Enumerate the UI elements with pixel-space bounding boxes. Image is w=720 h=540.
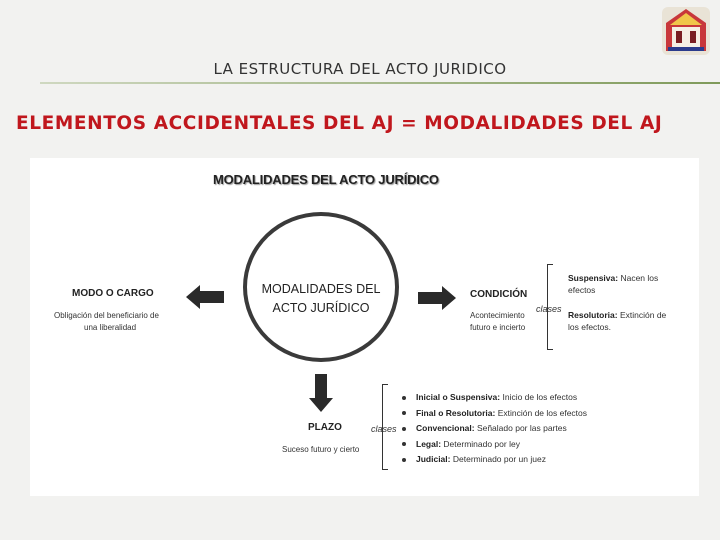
plazo-description: Suceso futuro y cierto — [282, 445, 360, 454]
condicion-type-resolutoria — [568, 309, 666, 333]
bullet-icon — [402, 396, 406, 400]
modo-desc-line2: una liberalidad — [84, 323, 137, 332]
plazo-type-text: Determinado por un juez — [452, 454, 546, 464]
center-label-line2: ACTO JURÍDICO — [272, 301, 370, 315]
condicion-label: CONDICIÓN — [470, 289, 528, 300]
bullet-icon — [402, 411, 406, 415]
center-circle-label — [256, 280, 386, 318]
suspensiva-text-2: efectos — [568, 285, 596, 295]
slide-subtitle: ELEMENTOS ACCIDENTALES DEL AJ = MODALIDADES DEL AJ — [16, 113, 663, 134]
resolutoria-text-1: Extinción de — [619, 310, 667, 320]
plazo-type-text: Inicio de los efectos — [502, 392, 578, 402]
condicion-clases-label: clases — [536, 304, 562, 314]
plazo-types-list — [402, 392, 587, 470]
modo-description — [54, 310, 159, 334]
plazo-type-text: Extinción de los efectos — [497, 407, 588, 418]
condicion-type-suspensiva — [568, 272, 658, 296]
arrow-left-icon — [186, 284, 224, 310]
bullet-icon — [402, 427, 406, 431]
suspensiva-text-1: Nacen los — [620, 273, 659, 283]
modo-label: MODO O CARGO — [72, 288, 154, 299]
plazo-type-term: Inicial o Suspensiva: — [416, 392, 501, 402]
condicion-desc-line2: futuro e incierto — [470, 323, 526, 332]
plazo-clases-label: clases — [371, 424, 397, 434]
plazo-type-term: Final o Resolutoria: — [416, 407, 496, 418]
plazo-label: PLAZO — [308, 422, 342, 433]
plazo-type-item — [402, 408, 587, 424]
diagram-title: MODALIDADES DEL ACTO JURÍDICO — [213, 172, 439, 187]
title-divider — [40, 82, 720, 84]
plazo-type-text: Determinado por ley — [443, 438, 520, 449]
resolutoria-text-2: los efectos. — [568, 322, 611, 332]
suspensiva-term: Suspensiva: — [568, 273, 619, 283]
condicion-description — [470, 310, 525, 334]
arrow-right-icon — [418, 285, 456, 311]
plazo-type-term: Legal: — [416, 438, 442, 449]
plazo-type-term: Convencional: — [416, 423, 475, 433]
condicion-desc-line1: Acontecimiento — [470, 311, 525, 320]
plazo-type-term: Judicial: — [416, 454, 451, 464]
bullet-icon — [402, 442, 406, 446]
plazo-bracket — [382, 384, 388, 470]
slide-title: LA ESTRUCTURA DEL ACTO JURIDICO — [213, 60, 507, 78]
arrow-down-icon — [308, 374, 334, 412]
plazo-type-text: Señalado por las partes — [476, 423, 567, 433]
center-label-line1: MODALIDADES DEL — [261, 282, 381, 296]
condicion-bracket — [547, 264, 553, 350]
resolutoria-term: Resolutoria: — [568, 310, 618, 320]
modo-desc-line1: Obligación del beneficiario de — [54, 311, 159, 320]
plazo-type-item — [402, 454, 587, 470]
plazo-type-item — [402, 439, 587, 455]
plazo-type-item — [402, 423, 587, 439]
plazo-type-item — [402, 392, 587, 408]
modalidades-diagram — [30, 158, 699, 496]
bullet-icon — [402, 458, 406, 462]
university-seal-logo — [660, 5, 712, 57]
